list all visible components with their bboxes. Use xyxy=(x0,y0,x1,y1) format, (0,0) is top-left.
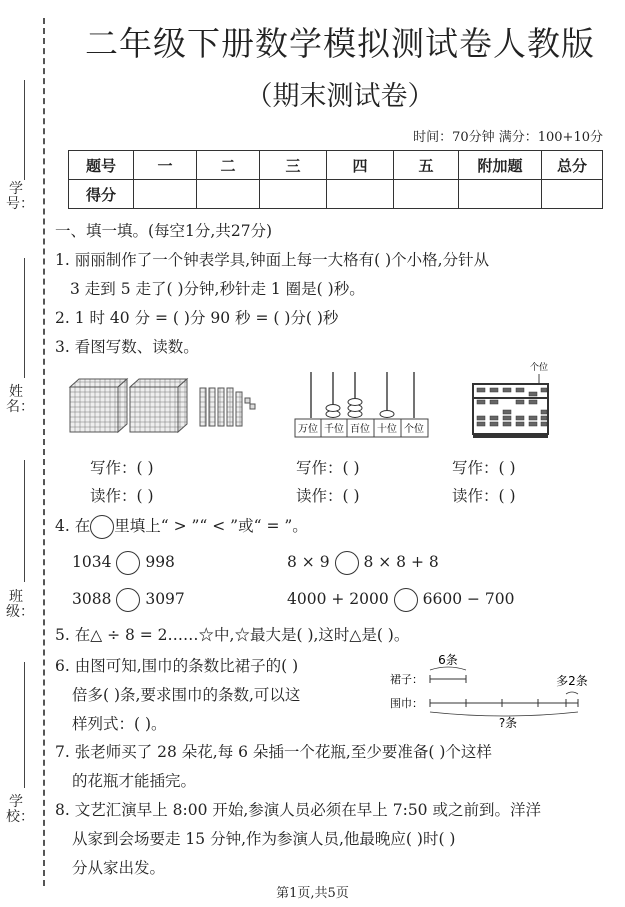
question-2: 2. 1 时 40 分 = ( )分 90 秒 = ( )分( )秒 xyxy=(55,309,339,327)
question-6-line3: 样列式：( )。 xyxy=(72,715,167,733)
thousand-cube xyxy=(130,379,187,432)
score-header-cell: 四 xyxy=(327,151,394,180)
place-label: 十位 xyxy=(377,424,397,435)
score-table-row xyxy=(69,180,603,209)
q4-right: 998 xyxy=(145,553,175,571)
q4-prefix: 4. 在 xyxy=(55,517,91,535)
diagram-label-q: ?条 xyxy=(498,716,518,730)
thousand-cube xyxy=(70,379,127,432)
question-3: 3. 看图写数、读数。 xyxy=(55,338,199,356)
q4-left: 4000 + 2000 xyxy=(287,590,389,608)
q6-line-diagram xyxy=(390,650,605,730)
question-7-line1: 7. 张老师买了 28 朵花,每 6 朵插一个花瓶,至少要准备( )个这样 xyxy=(55,743,492,761)
side-label-xuexiao: 学校： xyxy=(6,794,34,825)
side-line xyxy=(24,80,25,180)
question-5: 5. 在△ ÷ 8 = 2……☆中,☆最大是( ),这时△是( )。 xyxy=(55,626,410,644)
page-subtitle: （期末测试卷） xyxy=(245,81,435,112)
q3-read-3: 读作：( ) xyxy=(452,487,516,505)
place-label: 百位 xyxy=(350,424,370,435)
q3-write-2: 写作：( ) xyxy=(296,459,360,477)
q3-write-3: 写作：( ) xyxy=(452,459,516,477)
score-header-cell: 三 xyxy=(260,151,327,180)
compare-circle-icon[interactable] xyxy=(116,551,140,575)
score-cell[interactable] xyxy=(459,180,542,209)
score-header-cell: 五 xyxy=(394,151,459,180)
side-label-banji: 班级： xyxy=(6,589,34,620)
compare-circle-icon[interactable] xyxy=(394,588,418,612)
score-cell[interactable] xyxy=(134,180,197,209)
question-6-line1: 6. 由图可知,围巾的条数比裙子的( ) xyxy=(55,657,299,675)
diagram-label-more2: 多2条 xyxy=(556,674,588,688)
score-header-cell: 题号 xyxy=(69,151,134,180)
binding-dashed-line xyxy=(43,18,45,886)
score-header-cell: 总分 xyxy=(542,151,603,180)
score-header-cell: 附加题 xyxy=(459,151,542,180)
score-table-header-row xyxy=(69,151,603,180)
place-label: 千位 xyxy=(324,424,344,435)
score-cell[interactable] xyxy=(197,180,260,209)
ten-rods xyxy=(200,388,242,426)
compare-circle-icon[interactable] xyxy=(335,551,359,575)
score-cell[interactable] xyxy=(327,180,394,209)
place-label: 个位 xyxy=(404,424,424,435)
place-label: 万位 xyxy=(298,424,318,435)
question-7-line2: 的花瓶才能插完。 xyxy=(72,772,197,790)
unit-cubes xyxy=(245,398,255,409)
question-8-line3: 分从家出发。 xyxy=(72,859,166,877)
side-line xyxy=(24,460,25,582)
question-8-line2: 从家到会场要走 15 分钟,作为参演人员,他最晚应( )时( ) xyxy=(72,830,456,848)
diagram-label-skirt: 裙子： xyxy=(390,673,423,686)
q4-left: 8 × 9 xyxy=(287,553,330,571)
q4-left: 1034 xyxy=(72,553,112,571)
q4-left: 3088 xyxy=(72,590,112,608)
side-label-xuehao: 学号： xyxy=(6,181,34,212)
abacus xyxy=(473,362,548,438)
diagram-label-6tiao: 6条 xyxy=(438,653,458,667)
compare-circle-icon xyxy=(90,515,114,539)
counting-frame xyxy=(295,372,428,437)
abacus-place-label: 个位 xyxy=(529,363,549,373)
score-header-cell: 一 xyxy=(134,151,197,180)
q4-item-d xyxy=(287,588,514,612)
score-header-cell: 二 xyxy=(197,151,260,180)
q4-right: 6600 − 700 xyxy=(422,590,515,608)
diagram-label-scarf: 围巾： xyxy=(390,697,423,710)
page-title: 二年级下册数学模拟测试卷人教版 xyxy=(85,24,595,63)
question-1-line1: 1. 丽丽制作了一个钟表学具,钟面上每一大格有( )个小格,分针从 xyxy=(55,251,490,269)
score-cell[interactable] xyxy=(542,180,603,209)
score-row-label: 得分 xyxy=(69,180,134,209)
side-line xyxy=(24,662,25,788)
score-table xyxy=(68,150,603,209)
question-4 xyxy=(55,514,308,539)
exam-meta: 时间：70分钟 满分：100+10分 xyxy=(413,130,603,145)
q3-read-2: 读作：( ) xyxy=(296,487,360,505)
q3-read-1: 读作：( ) xyxy=(90,487,154,505)
side-line xyxy=(24,258,25,378)
page-footer: 第1页,共5页 xyxy=(276,886,349,901)
q4-item-c xyxy=(72,588,185,612)
question-1-line2: 3 走到 5 走了( )分钟,秒针走 1 圈是( )秒。 xyxy=(70,280,365,298)
side-label-xingming: 姓名： xyxy=(6,384,34,415)
q3-write-1: 写作：( ) xyxy=(90,459,154,477)
question-8-line1: 8. 文艺汇演早上 8:00 开始,参演人员必须在早上 7:50 或之前到。洋洋 xyxy=(55,801,541,819)
q4-suffix: 里填上“ > ”“ < ”或“ = ”。 xyxy=(114,517,308,535)
score-cell[interactable] xyxy=(260,180,327,209)
score-cell[interactable] xyxy=(394,180,459,209)
section-heading: 一、填一填。(每空1分,共27分) xyxy=(55,222,273,240)
compare-circle-icon[interactable] xyxy=(116,588,140,612)
q4-item-a xyxy=(72,551,175,575)
q4-right: 8 × 8 + 8 xyxy=(363,553,439,571)
q3-figures xyxy=(65,362,625,442)
q4-item-b xyxy=(287,551,439,575)
question-6-line2: 倍多( )条,要求围巾的条数,可以这 xyxy=(72,686,301,704)
q4-right: 3097 xyxy=(145,590,185,608)
